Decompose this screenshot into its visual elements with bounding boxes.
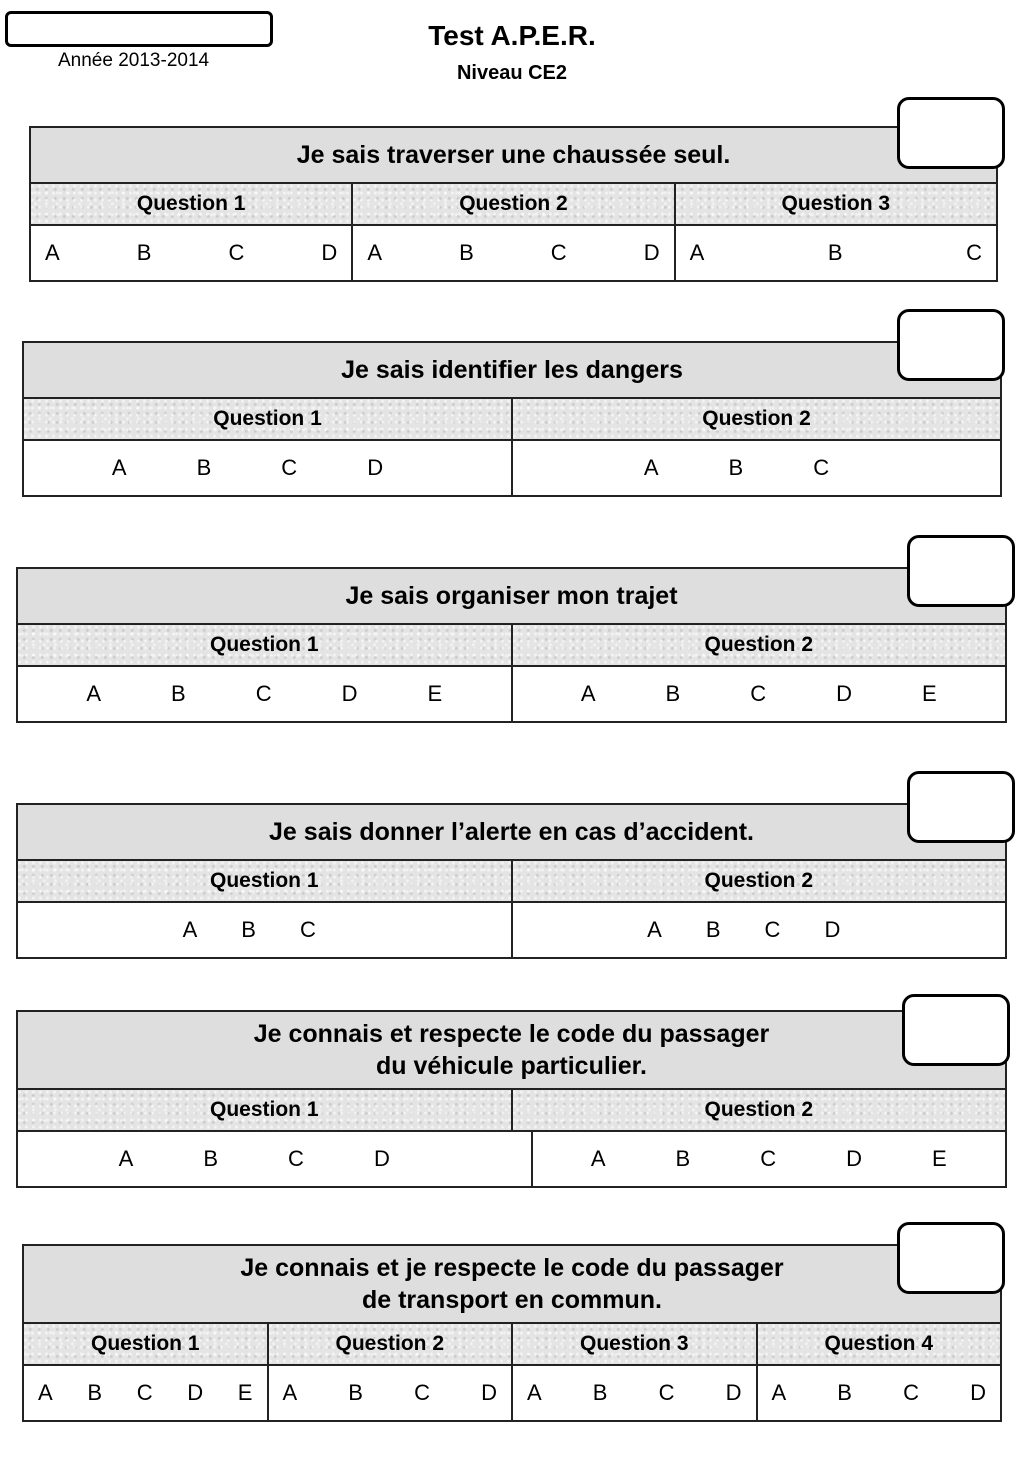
answer-option-b[interactable]: B [87, 1380, 103, 1405]
answer-options [511, 1366, 756, 1420]
question-label: Question 2 [351, 184, 673, 224]
skill-section [16, 1010, 1007, 1188]
answer-options [674, 226, 996, 280]
question-header-row [24, 1324, 1000, 1366]
question-label: Question 4 [756, 1324, 1001, 1364]
skill-title: Je sais donner l’alerte en cas d’accident. [18, 805, 1005, 861]
answer-option-b[interactable]: B [196, 455, 212, 480]
question-label: Question 1 [31, 184, 351, 224]
answer-option-a[interactable]: A [86, 681, 102, 706]
answer-option-c[interactable]: C [299, 917, 316, 942]
skill-table [22, 1244, 1002, 1422]
answer-options [531, 1132, 1006, 1186]
answer-option-a[interactable]: A [527, 1380, 542, 1405]
answer-row [24, 1366, 1000, 1420]
answer-option-c[interactable]: C [550, 240, 567, 265]
skill-table [22, 341, 1002, 497]
answer-option-c[interactable]: C [658, 1380, 675, 1405]
answer-option-d[interactable]: D [187, 1380, 204, 1405]
question-header-row [18, 861, 1005, 903]
question-label: Question 1 [18, 861, 511, 901]
question-label: Question 3 [511, 1324, 756, 1364]
skill-section [29, 126, 998, 282]
score-box[interactable] [907, 771, 1015, 843]
score-box[interactable] [897, 1222, 1005, 1294]
question-label: Question 1 [18, 1090, 511, 1130]
skill-title: Je connais et je respecte le code du passager de transport en commun. [24, 1246, 1000, 1324]
answer-option-c[interactable]: C [813, 455, 830, 480]
answer-option-b[interactable]: B [675, 1146, 691, 1171]
skill-title: Je sais identifier les dangers [24, 343, 1000, 399]
answer-option-e[interactable]: E [427, 681, 443, 706]
answer-option-c[interactable]: C [764, 917, 781, 942]
answer-option-a[interactable]: A [590, 1146, 606, 1171]
answer-options [18, 903, 511, 957]
answer-options [511, 441, 1000, 495]
answer-option-a[interactable]: A [643, 455, 659, 480]
answer-option-c[interactable]: C [966, 240, 982, 265]
question-label: Question 1 [24, 399, 511, 439]
answer-option-a[interactable]: A [182, 917, 198, 942]
answer-option-a[interactable]: A [367, 240, 383, 265]
answer-option-b[interactable]: B [171, 681, 186, 706]
skill-section [16, 567, 1007, 723]
question-header-row [31, 184, 996, 226]
answer-row [18, 903, 1005, 957]
answer-option-c[interactable]: C [288, 1146, 304, 1171]
answer-row [18, 1132, 1005, 1186]
school-year: Année 2013-2014 [58, 50, 210, 71]
answer-option-d[interactable]: D [725, 1380, 742, 1405]
answer-option-b[interactable]: B [705, 917, 721, 942]
answer-option-d[interactable]: D [321, 240, 338, 265]
answer-option-b[interactable]: B [728, 455, 744, 480]
answer-option-b[interactable]: B [837, 1380, 852, 1405]
answer-option-a[interactable]: A [282, 1380, 298, 1405]
answer-option-c[interactable]: C [414, 1380, 430, 1405]
answer-options [267, 1366, 512, 1420]
question-label: Question 2 [511, 625, 1006, 665]
question-header-row [24, 399, 1000, 441]
answer-option-c[interactable]: C [228, 240, 245, 265]
score-box[interactable] [902, 994, 1010, 1066]
answer-option-a[interactable]: A [111, 455, 127, 480]
answer-option-d[interactable]: D [643, 240, 660, 265]
answer-option-d[interactable]: D [481, 1380, 497, 1405]
page-title: Test A.P.E.R. [428, 20, 596, 51]
answer-option-b[interactable]: B [203, 1146, 219, 1171]
answer-option-c[interactable]: C [136, 1380, 153, 1405]
score-box[interactable] [907, 535, 1015, 607]
score-box[interactable] [897, 97, 1005, 169]
answer-option-d[interactable]: D [846, 1146, 862, 1171]
answer-option-d[interactable]: D [836, 681, 852, 706]
question-label: Question 2 [511, 399, 1000, 439]
skill-title: Je sais traverser une chaussée seul. [31, 128, 996, 184]
skill-title: Je sais organiser mon trajet [18, 569, 1005, 625]
answer-option-b[interactable]: B [827, 240, 843, 265]
answer-option-b[interactable]: B [665, 681, 681, 706]
answer-row [31, 226, 996, 280]
answer-option-d[interactable]: D [970, 1380, 986, 1405]
answer-options [511, 667, 1006, 721]
skill-table [16, 1010, 1007, 1188]
answer-option-a[interactable]: A [38, 1380, 53, 1405]
answer-option-c[interactable]: C [750, 681, 767, 706]
answer-option-b[interactable]: B [348, 1380, 363, 1405]
answer-option-b[interactable]: B [459, 240, 474, 265]
question-header-row [18, 1090, 1005, 1132]
answer-option-b[interactable]: B [592, 1380, 608, 1405]
skill-section [22, 1244, 1002, 1422]
answer-options [18, 667, 511, 721]
answer-option-a[interactable]: A [689, 240, 705, 265]
skill-title: Je connais et respecte le code du passager du véhicule particulier. [18, 1012, 1005, 1090]
answer-option-e[interactable]: E [237, 1380, 253, 1405]
answer-option-a[interactable]: A [771, 1380, 787, 1405]
skill-section [22, 341, 1002, 497]
question-header-row [18, 625, 1005, 667]
answer-option-e[interactable]: E [931, 1146, 947, 1171]
answer-option-c[interactable]: C [760, 1146, 777, 1171]
skill-table [16, 803, 1007, 959]
question-label: Question 2 [267, 1324, 512, 1364]
page-subtitle: Niveau CE2 [456, 62, 568, 84]
answer-row [24, 441, 1000, 495]
answer-option-b[interactable]: B [241, 917, 256, 942]
answer-option-d[interactable]: D [373, 1146, 390, 1171]
answer-option-d[interactable]: D [341, 681, 358, 706]
score-box[interactable] [897, 309, 1005, 381]
question-label: Question 3 [674, 184, 996, 224]
answer-option-e[interactable]: E [921, 681, 937, 706]
answer-option-a[interactable]: A [45, 240, 60, 265]
answer-options [18, 1132, 531, 1186]
answer-option-b[interactable]: B [136, 240, 152, 265]
skill-table [16, 567, 1007, 723]
answer-options [351, 226, 673, 280]
answer-option-a[interactable]: A [647, 917, 662, 942]
answer-option-c[interactable]: C [903, 1380, 919, 1405]
answer-options [24, 441, 511, 495]
answer-option-a[interactable]: A [580, 681, 596, 706]
question-label: Question 2 [511, 1090, 1006, 1130]
answer-options [24, 1366, 267, 1420]
answer-option-d[interactable]: D [824, 917, 841, 942]
question-label: Question 1 [18, 625, 511, 665]
skill-table [29, 126, 998, 282]
answer-option-a[interactable]: A [118, 1146, 134, 1171]
answer-options [31, 226, 351, 280]
answer-row [18, 667, 1005, 721]
answer-options [756, 1366, 1001, 1420]
answer-option-d[interactable]: D [367, 455, 384, 480]
answer-options [511, 903, 1006, 957]
answer-option-c[interactable]: C [281, 455, 298, 480]
skill-section [16, 803, 1007, 959]
answer-option-c[interactable]: C [255, 681, 272, 706]
question-label: Question 2 [511, 861, 1006, 901]
question-label: Question 1 [24, 1324, 267, 1364]
